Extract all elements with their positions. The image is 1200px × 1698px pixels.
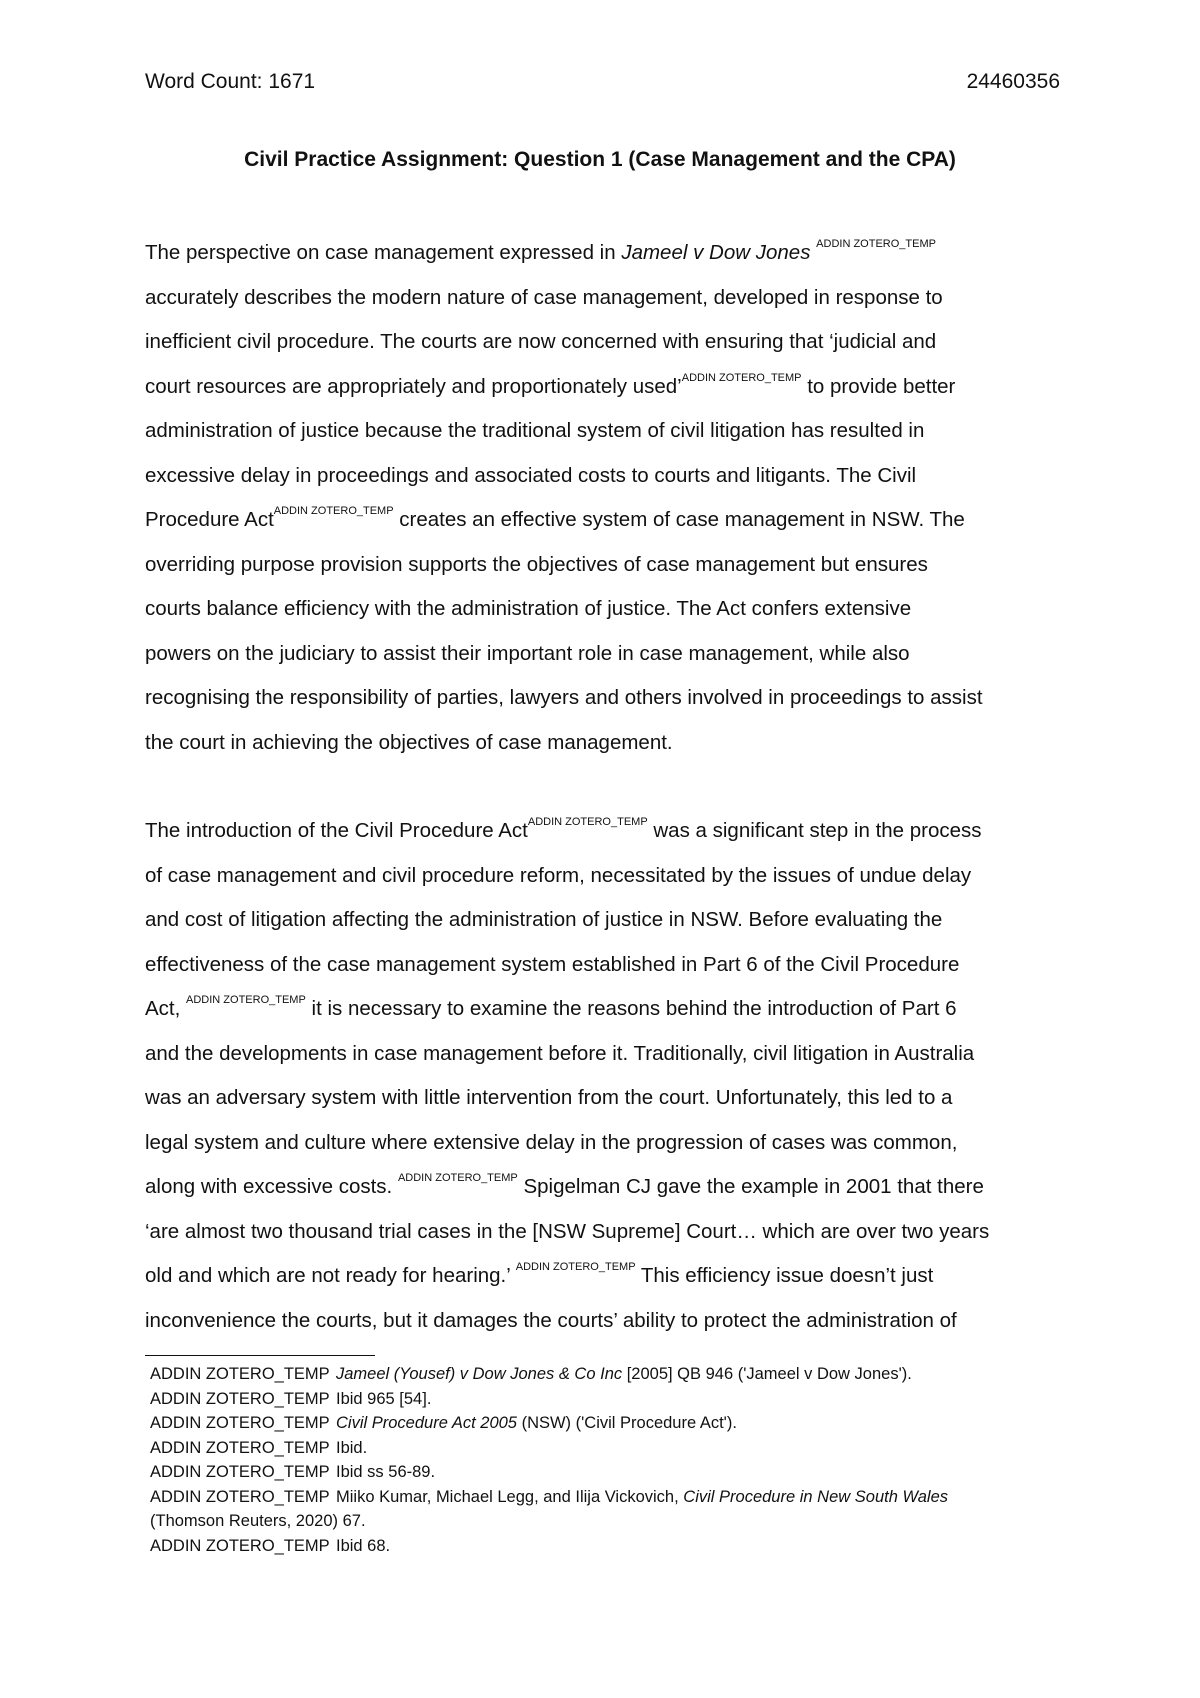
footnote-2: ADDIN ZOTERO_TEMP Ibid 965 [54]. — [150, 1389, 432, 1408]
footnotes — [150, 1362, 1050, 1558]
text-line: The perspective on case management expressed in Jameel v Dow Jones $^{ADDIN ZOTERO\_TEMP}$ — [145, 238, 936, 264]
text-line: accurately describes the modern nature of case management, developed in response to — [145, 285, 943, 309]
text-line: courts balance efficiency with the administration of justice. The Act confers extensive — [145, 597, 912, 620]
citation-marker: ADDIN ZOTERO_TEMP — [186, 994, 306, 1006]
text-line: legal system and culture where extensive delay in the progression of cases was common, — [145, 1130, 958, 1154]
text-line: ‘are almost two thousand trial cases in the [NSW Supreme] Court… which are over two years — [145, 1219, 990, 1243]
text-line: the court in achieving the objectives of case management. — [145, 730, 673, 754]
text-line: was an adversary system with little intervention from the court. Unfortunately, this led to a — [145, 1086, 953, 1109]
student-id: 24460356 — [966, 70, 1060, 93]
document-title: Civil Practice Assignment: Question 1 (Case Management and the CPA) — [244, 148, 956, 171]
citation-marker: ADDIN ZOTERO_TEMP — [515, 1261, 636, 1273]
footnote-1: ADDIN ZOTERO_TEMP Jameel (Yousef) v Dow Jones & Co Inc [2005] QB 946 ('Jameel v Dow Jones'). — [150, 1365, 912, 1383]
text-line: court resources are appropriately and proportionately used’$^{ADDIN ZOTERO\_TEMP}$ to provide better — [145, 371, 956, 398]
text-line: inconvenience the courts, but it damages the courts’ ability to protect the administration of — [145, 1308, 957, 1332]
footnote-7: ADDIN ZOTERO_TEMP Ibid 68. — [150, 1536, 391, 1555]
footnote-5: ADDIN ZOTERO_TEMP Ibid ss 56-89. — [150, 1463, 436, 1481]
citation-marker: ADDIN ZOTERO_TEMP — [273, 505, 394, 517]
citation-marker: ADDIN ZOTERO_TEMP — [681, 371, 802, 384]
text-line: old and which are not ready for hearing.’ $^{ADDIN ZOTERO\_TEMP}$ This efficiency issue doesn’t just — [145, 1261, 934, 1287]
text-line: of case management and civil procedure reform, necessitated by the issues of undue delay — [145, 863, 972, 887]
footnote-6: ADDIN ZOTERO_TEMP Miiko Kumar, Michael Legg, and Ilija Vickovich, Civil Procedure in New South Wales — [150, 1487, 949, 1506]
text-line: excessive delay in proceedings and associated costs to courts and litigants. The Civil — [145, 463, 917, 487]
text-line: along with excessive costs. $^{ADDIN ZOTERO\_TEMP}$ Spigelman CJ gave the example in 2001 that there — [145, 1172, 984, 1198]
page-header — [145, 70, 1060, 100]
text-line: and the developments in case management before it. Traditionally, civil litigation in Australia — [145, 1041, 975, 1065]
citation-marker: ADDIN ZOTERO_TEMP — [816, 238, 936, 250]
footnote-separator — [145, 1355, 375, 1356]
text-line: recognising the responsibility of parties, lawyers and others involved in proceedings to assist — [145, 686, 983, 709]
footnote-4: ADDIN ZOTERO_TEMP Ibid. — [150, 1438, 368, 1457]
text-line: administration of justice because the traditional system of civil litigation has resulted in — [145, 419, 925, 442]
text-line: Act, $^{ADDIN ZOTERO\_TEMP}$ it is necessary to examine the reasons behind the introduction of Part 6 — [145, 994, 957, 1020]
text-line: powers on the judiciary to assist their important role in case management, while also — [145, 641, 910, 665]
citation-marker: ADDIN ZOTERO_TEMP — [527, 816, 648, 828]
footnote-6-continued: (Thomson Reuters, 2020) 67. — [150, 1512, 366, 1530]
footnote-3: ADDIN ZOTERO_TEMP Civil Procedure Act 2005 (NSW) ('Civil Procedure Act'). — [150, 1414, 737, 1432]
text-line: The introduction of the Civil Procedure Act$^{ADDIN ZOTERO\_TEMP}$ was a significant step in the process — [145, 816, 982, 842]
text-line: effectiveness of the case management system established in Part 6 of the Civil Procedure — [145, 952, 960, 976]
text-line: overriding purpose provision supports the objectives of case management but ensures — [145, 552, 928, 576]
word-count: Word Count: 1671 — [145, 70, 316, 93]
text-line: inefficient civil procedure. The courts are now concerned with ensuring that ‘judicial and — [145, 330, 937, 353]
text-line: Procedure Act$^{ADDIN ZOTERO\_TEMP}$ creates an effective system of case management in NSW. The — [145, 505, 965, 531]
paragraph-2 — [145, 809, 1065, 1343]
citation-marker: ADDIN ZOTERO_TEMP — [397, 1172, 518, 1184]
paragraph-1 — [145, 231, 1065, 765]
text-line: and cost of litigation affecting the administration of justice in NSW. Before evaluating the — [145, 908, 943, 931]
